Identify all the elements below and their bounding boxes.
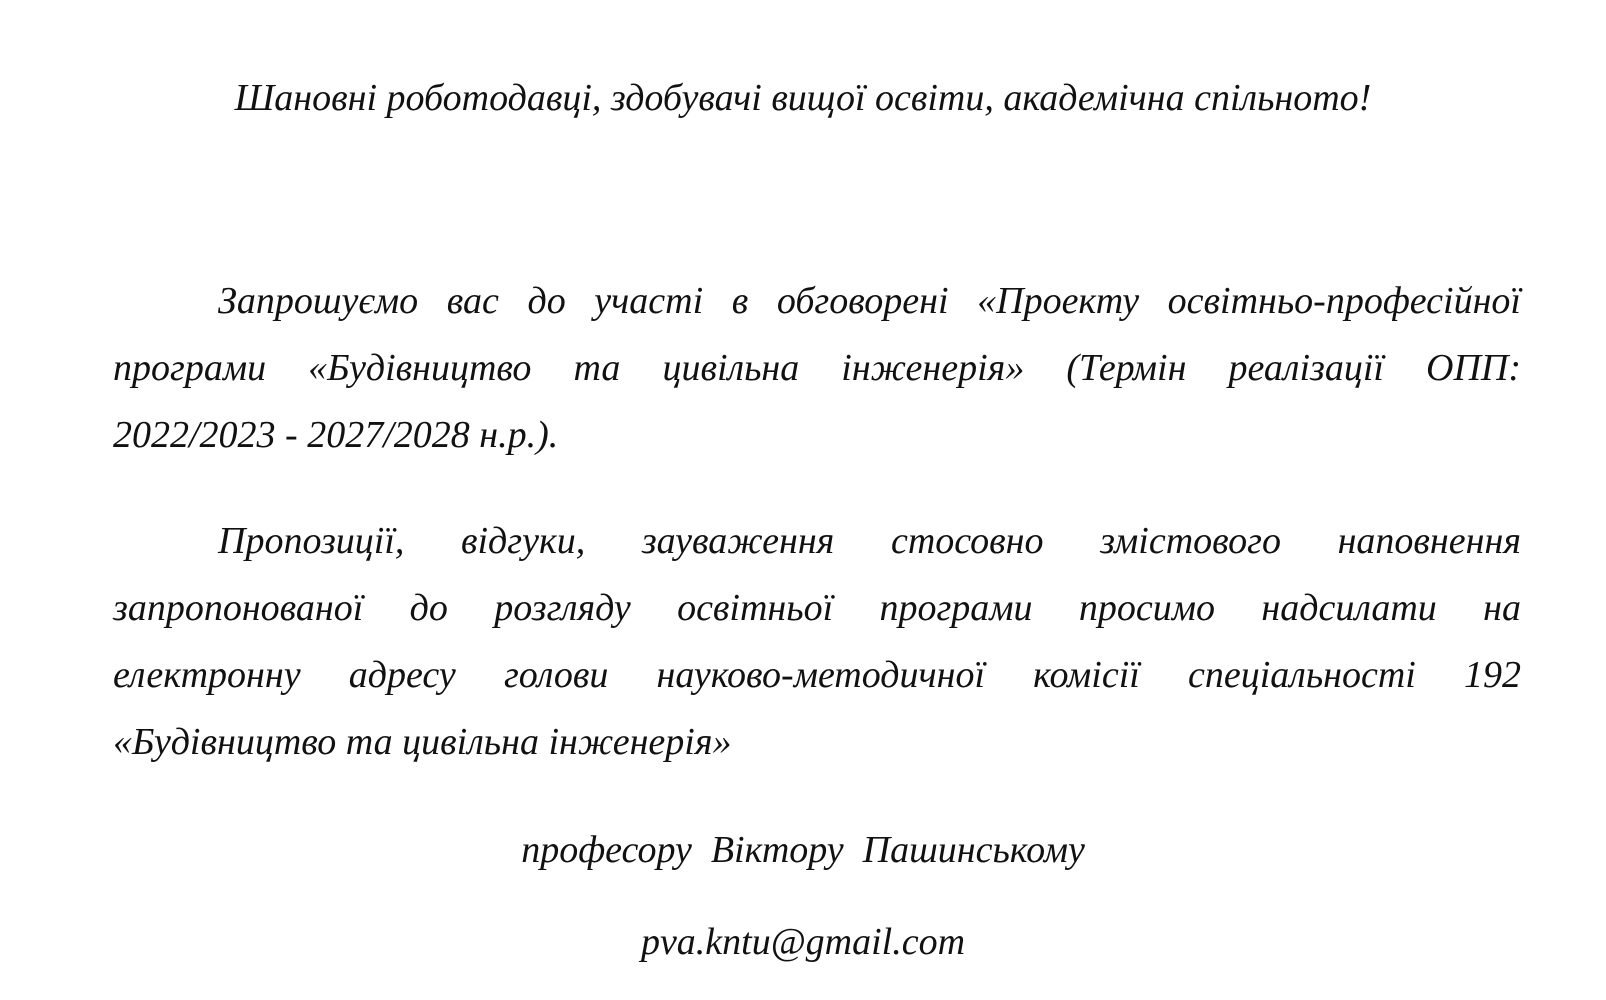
proposals-line: електронну адресу голови науково-методичної комісії спеціальності 192 bbox=[113, 654, 1521, 696]
recipient-name: професору Віктору Пашинському bbox=[521, 829, 1085, 871]
contact-email: pva.kntu@gmail.com bbox=[640, 921, 966, 963]
proposals-line: запропонованої до розгляду освітньої програми просимо надсилати на bbox=[113, 587, 1521, 629]
proposals-line: Пропозиції, відгуки, зауваження стосовно змістового наповнення bbox=[218, 520, 1521, 562]
proposals-line: «Будівництво та цивільна інженерія» bbox=[113, 721, 732, 763]
invitation-line: Запрошуємо вас до участі в обговорені «Проекту освітньо-професійної bbox=[218, 280, 1521, 322]
greeting-heading: Шановні роботодавці, здобувачі вищої освіти, академічна спільното! bbox=[234, 77, 1372, 119]
invitation-line: 2022/2023 - 2027/2028 н.р.). bbox=[113, 414, 559, 456]
proposals-paragraph bbox=[113, 508, 1521, 776]
invitation-paragraph bbox=[113, 268, 1521, 469]
invitation-line: програми «Будівництво та цивільна інженерія» (Термін реалізації ОПП: bbox=[113, 347, 1521, 389]
